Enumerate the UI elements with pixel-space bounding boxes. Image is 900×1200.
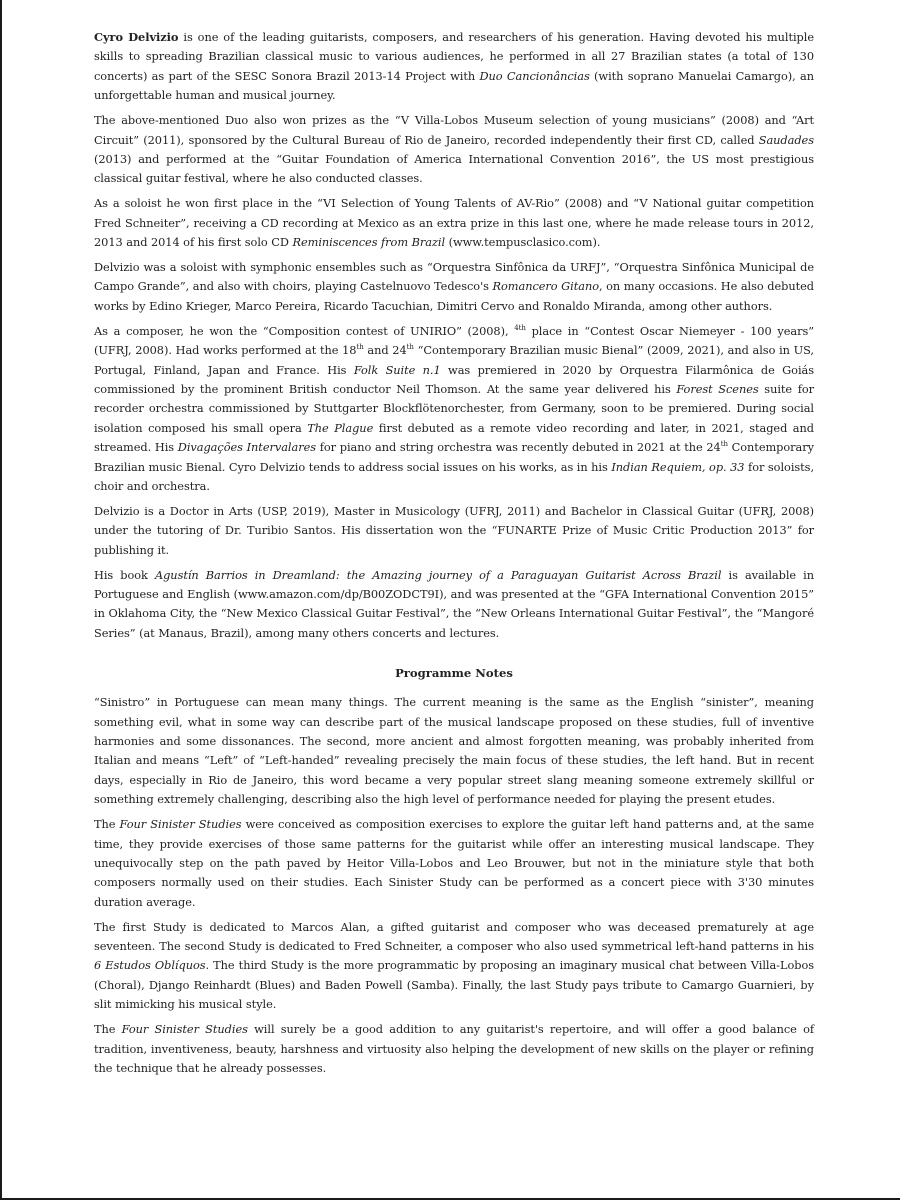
bio-paragraph-7: His book Agustín Barrios in Dreamland: the Amazing journey of a Paraguayan Guitarist Across Brazil is available in Portuguese and English (www.amazon.com/dp/B00ZODCT9I), and was presented at the “GFA International Convention 2015” in Oklahoma City, the “New Mexico Classical Guitar Festival”, the “New Orleans International Guitar Festival”, the “Mangoré Series” (at Manaus, Brazil), among many others concerts and lectures. <box>94 567 814 640</box>
notes-paragraph-4: The Four Sinister Studies will surely be a good addition to any guitarist's repertoire, and will offer a good balance of tradition, inventiveness, beauty, harshness and virtuosity also helping the development of new skills on the player or refining the technique that he already possesses. <box>94 1022 814 1075</box>
biography-section <box>94 28 814 643</box>
bio-paragraph-5: As a composer, he won the “Composition contest of UNIRIO” (2008), $^{4th}$ place in “Contest Oscar Niemeyer - 100 years” (UFRJ, 2008). Had works performed at the 18th and 24th “Contemporary Brazilian music Bienal” (2009, 2021), and also in US, Portugal, Finland, Japan and France. His Folk Suite n.1 was premiered in 2020 by Orquestra Filarmônica de Goiás commissioned by the prominent British conductor Neil Thomson. At the same year delivered his Forest Scenes suite for recorder orchestra commissioned by Stuttgarter Blockflötenorchester, from Germany, soon to be premiered. During social isolation composed his small opera The Plague first debuted as a remote video recording and later, in 2021, staged and streamed. His Divagações Intervalares for piano and string orchestra was recently debuted in 2021 at the 24th Contemporary Brazilian music Bienal. Cyro Delvizio tends to address social issues on his works, as in his Indian Requiem, op. 33 for soloists, choir and orchestra. <box>94 323 815 493</box>
artist-name: Cyro Delvizio <box>94 30 179 44</box>
bio-paragraph-2: The above-mentioned Duo also won prizes as the “V Villa-Lobos Museum selection of young musicians” (2008) and “Art Circuit” (2011), sponsored by the Cultural Bureau of Rio de Janeiro, recorded independently their first CD, called Saudades (2013) and performed at the “Guitar Foundation of America International Convention 2016”, the US most prestigious classical guitar festival, where he also conducted classes. <box>94 113 814 186</box>
notes-paragraph-2: The Four Sinister Studies were conceived as composition exercises to explore the guitar left hand patterns and, at the same time, they provide exercises of those same patterns for the guitarist while offer an interesting musical landscape. They unequivocally step on the path paved by Heitor Villa-Lobos and Leo Brouwer, but not in the miniature style that both composers normally used on their studies. Each Sinister Study can be performed as a concert piece with 3'30 minutes duration average. <box>94 817 814 909</box>
programme-notes-section <box>94 663 814 1078</box>
bio-paragraph-4: Delvizio was a soloist with symphonic ensembles such as “Orquestra Sinfônica da URFJ”, “Orquestra Sinfônica Municipal de Campo Grande”, and also with choirs, playing Castelnuovo Tedesco's Romancero Gitano, on many occasions. He also debuted works by Edino Krieger, Marco Pereira, Ricardo Tacuchian, Dimitri Cervo and Ronaldo Miranda, among other authors. <box>94 259 814 313</box>
notes-paragraph-3: The first Study is dedicated to Marcos Alan, a gifted guitarist and composer who was deceased prematurely at age seventeen. The second Study is dedicated to Fred Schneiter, a composer who also used symmetrical left-hand patterns in his 6 Estudos Oblíquos. The third Study is the more programmatic by proposing an imaginary musical chat between Villa-Lobos (Choral), Django Reinhardt (Blues) and Baden Powell (Samba). Finally, the last Study pays tribute to Camargo Guarnieri, by slit mimicking his musical style. <box>94 919 814 1012</box>
bio-paragraph-1: Cyro Delvizio is one of the leading guitarists, composers, and researchers of his generation. Having devoted his multiple skills to spreading Brazilian classical music to various audiences, he performed in all 27 Brazilian states (a total of 130 concerts) as part of the SESC Sonora Brazil 2013-14 Project with Duo Cancionâncias (with soprano Manuelai Camargo), an unforgettable human and musical journey. <box>94 30 815 103</box>
page-border-left <box>0 0 2 1200</box>
bio-paragraph-3: As a soloist he won first place in the “VI Selection of Young Talents of AV-Rio” (2008) and “V National guitar competition Fred Schneiter”, receiving a CD recording at Mexico as an extra prize in this last one, where he made release tours in 2012, 2013 and 2014 of his first solo CD Reminiscences from Brazil (www.tempusclasico.com). <box>94 196 814 250</box>
programme-notes-heading: Programme Notes <box>395 666 513 681</box>
notes-paragraph-1: “Sinistro” in Portuguese can mean many things. The current meaning is the same as the English “sinister”, meaning something evil, what in some way can describe part of the musical landscape proposed on these studies, full of inventive harmonies and some dissonances. The second, more ancient and almost forgotten meaning, was probably inherited from Italian and means “Left” of “Left-handed” revealing precisely the main focus of these studies, the left hand. But in recent days, especially in Rio de Janeiro, this word became a very popular street slang meaning someone extremely skillful or something extremely challenging, describing also the high level of performance needed for playing the present etudes. <box>94 695 814 807</box>
bio-paragraph-6: Delvizio is a Doctor in Arts (USP, 2019), Master in Musicology (UFRJ, 2011) and Bachelor in Classical Guitar (UFRJ, 2008) under the tutoring of Dr. Turibio Santos. His dissertation won the “FUNARTE Prize of Music Critic Production 2013” for publishing it. <box>94 503 814 557</box>
